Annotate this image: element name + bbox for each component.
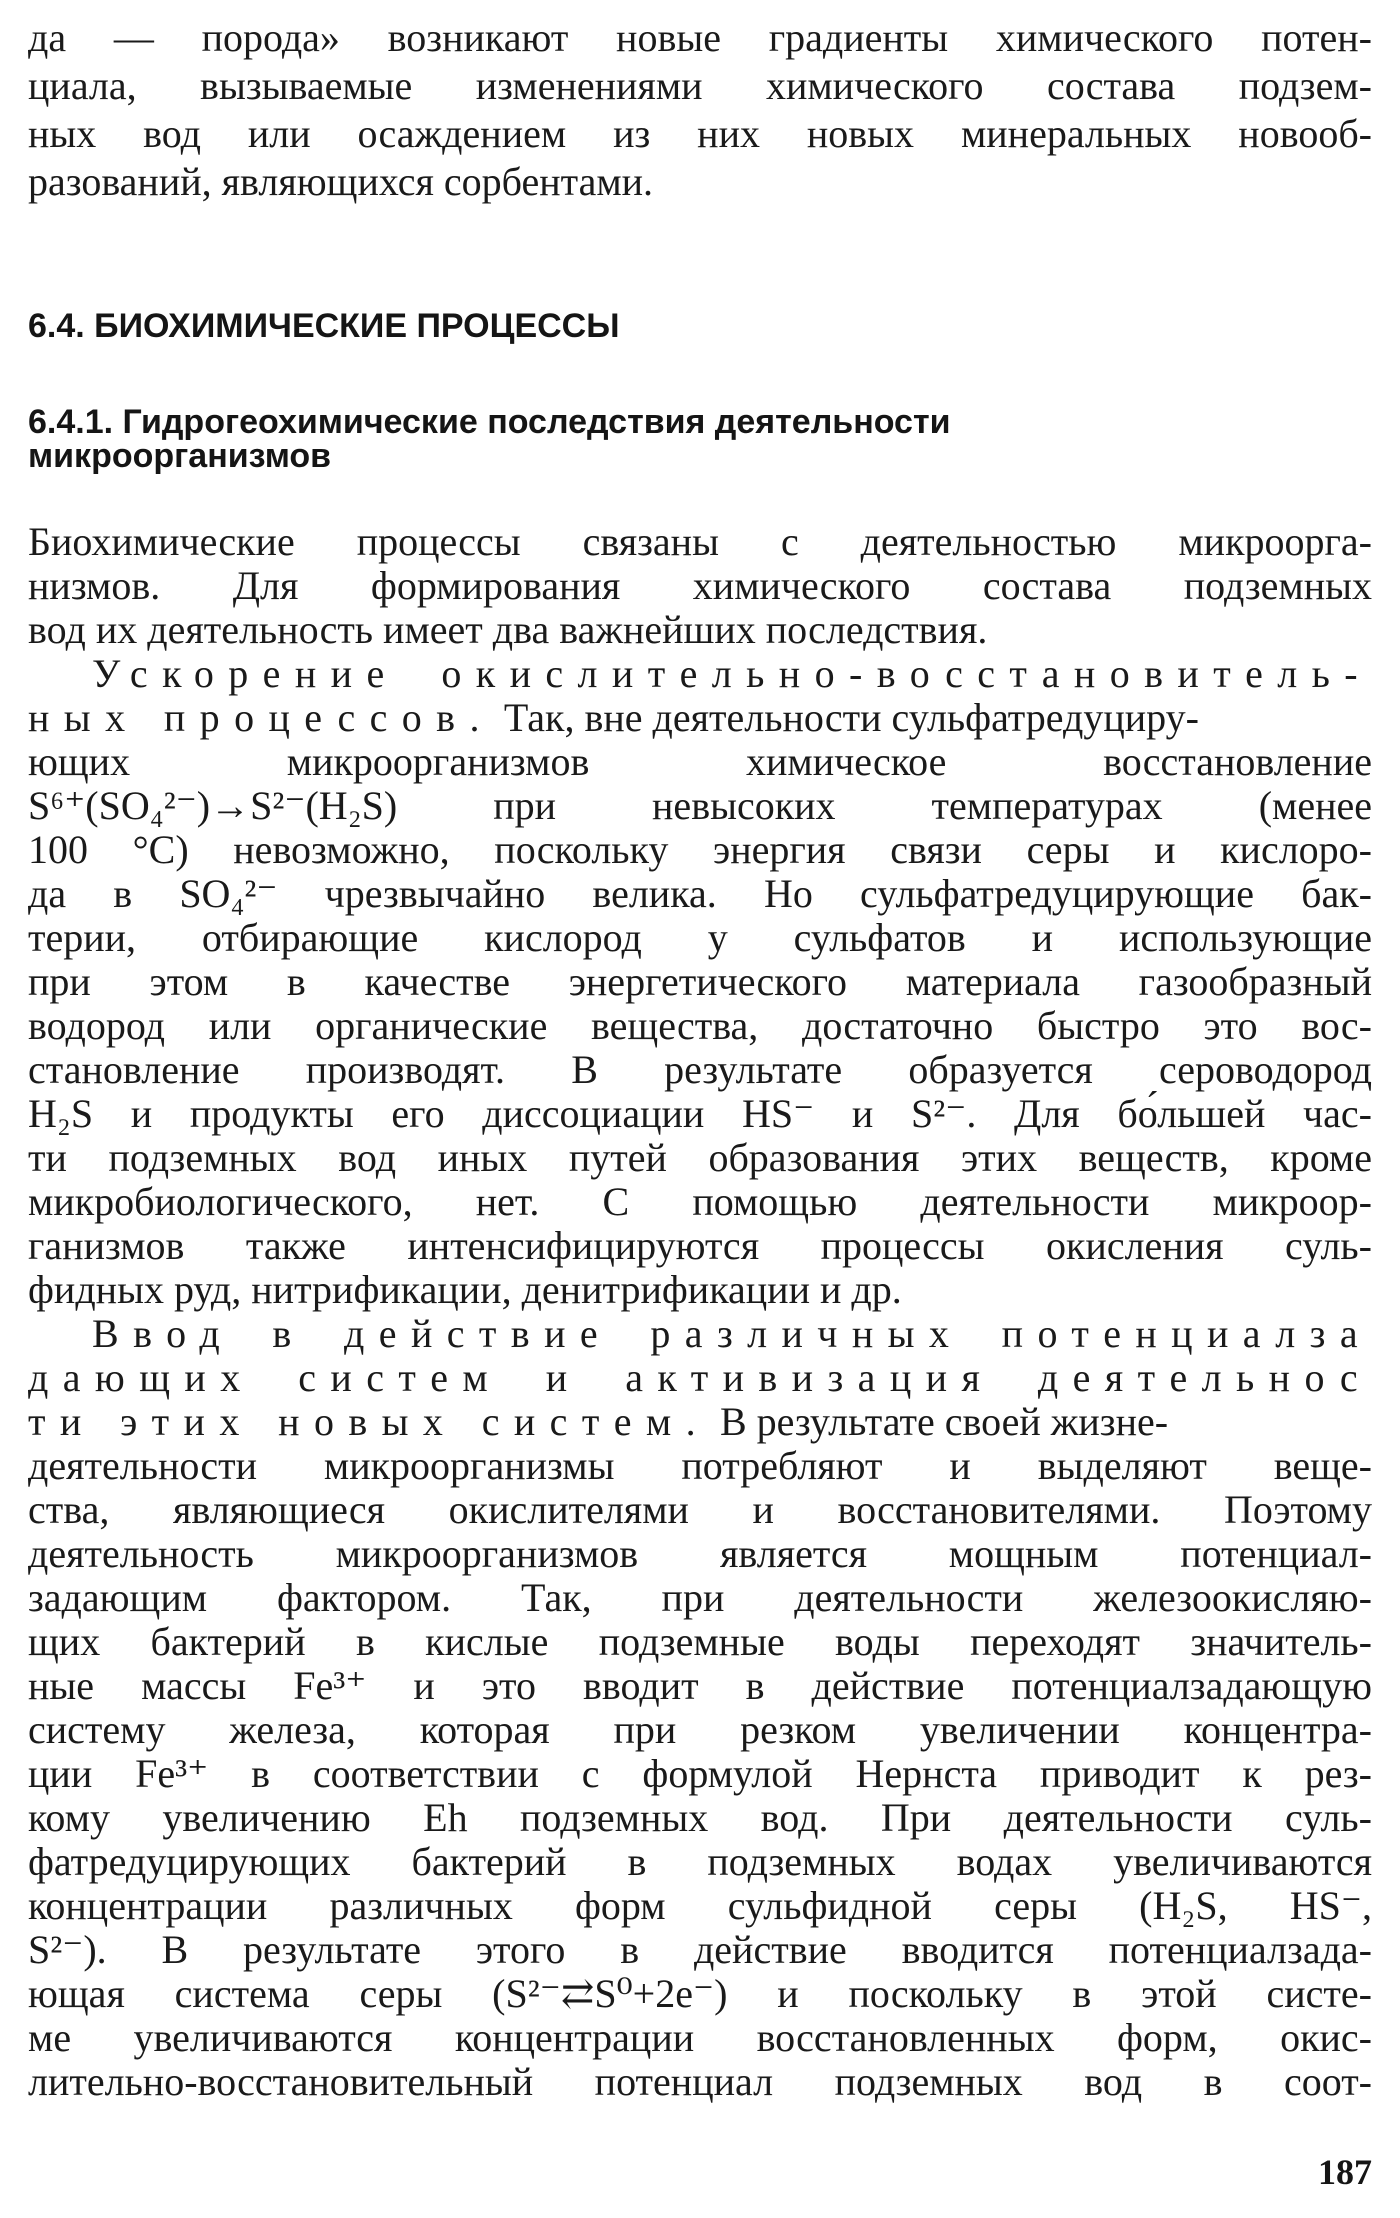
emphasis-spaced-text: Ввод в действие различных потенциалза [92, 1311, 1372, 1356]
p3-spaced-line-2 [28, 1354, 1372, 1402]
p2-line-11: H₂S и продукты его диссоциации HS⁻ и S²⁻. Для бо́льшей час- [28, 1091, 1372, 1136]
p2-line-2 [28, 694, 1372, 742]
p3-line-16: ющая система серы (S²⁻⇄S⁰+2e⁻) и поскольку в этой систе- [28, 1971, 1372, 2016]
page-number: 187 [1318, 2152, 1372, 2192]
emphasis-spaced-text: ных процессов. [28, 695, 494, 740]
p1-line-2: низмов. Для формирования химического состава подземных [28, 563, 1372, 608]
p3-line-8: щих бактерий в кислые подземные воды переходят значитель- [28, 1619, 1372, 1664]
p2-spaced-line-1 [28, 650, 1372, 698]
p3-line-18: лительно-восстановительный потенциал подземных вод в соот- [28, 2059, 1372, 2104]
p3-line-10: систему железа, которая при резком увеличении концентра- [28, 1707, 1372, 1752]
emphasis-spaced-text: дающих систем и активизация деятельнос [28, 1355, 1372, 1400]
p2-line-8: при этом в качестве энергетического материала газообразный [28, 959, 1372, 1004]
intro-line-3: ных вод или осаждением из них новых минеральных новооб- [28, 111, 1372, 156]
p3-line-9: ные массы Fe³⁺ и это вводит в действие потенциалзадающую [28, 1663, 1372, 1708]
subsection-heading-line-2: микроорганизмов [28, 437, 332, 475]
p3-line-11: ции Fe³⁺ в соответствии с формулой Нернста приводит к рез- [28, 1751, 1372, 1796]
p2-line-13: микробиологического, нет. С помощью деятельности микроор- [28, 1179, 1372, 1224]
emphasis-spaced-text: Ускорение окислительно-восстановитель- [92, 651, 1372, 696]
intro-line-4: разований, являющихся сорбентами. [28, 159, 654, 204]
p2-line-10: становление производят. В результате образуется сероводород [28, 1047, 1372, 1092]
p2-line-7: терии, отбирающие кислород у сульфатов и использующие [28, 915, 1372, 960]
p3-line-5: ства, являющиеся окислителями и восстановителями. Поэтому [28, 1487, 1372, 1532]
p3-line-14: концентрации различных форм сульфидной серы (H₂S, HS⁻, [28, 1883, 1372, 1928]
intro-line-1: да — порода» возникают новые градиенты химического потен- [28, 15, 1372, 60]
p3-line-4: деятельности микроорганизмы потребляют и выделяют веще- [28, 1443, 1372, 1488]
p2-line-3: ющих микроорганизмов химическое восстановление [28, 739, 1372, 784]
p2-after-text: Так, вне деятельности сульфатредуциру- [493, 695, 1199, 740]
p2-line-12: ти подземных вод иных путей образования этих веществ, кроме [28, 1135, 1372, 1180]
p2-line-6: да в SO₄²⁻ чрезвычайно велика. Но сульфатредуцирующие бак- [28, 871, 1372, 916]
p1-line-1: Биохимические процессы связаны с деятельностью микроорга- [28, 519, 1372, 564]
p3-line-12: кому увеличению Eh подземных вод. При деятельности суль- [28, 1795, 1372, 1840]
emphasis-spaced-text: ти этих новых систем. [28, 1399, 710, 1444]
p3-spaced-line-1 [28, 1310, 1372, 1358]
p3-line-17: ме увеличиваются концентрации восстановленных форм, окис- [28, 2015, 1372, 2060]
p1-line-3: вод их деятельность имеет два важнейших последствия. [28, 607, 988, 652]
p3-after-text: В результате своей жизне- [709, 1399, 1169, 1444]
p2-line-9: водород или органические вещества, достаточно быстро это вос- [28, 1003, 1372, 1048]
p3-line-15: S²⁻). В результате этого в действие вводится потенциалзада- [28, 1927, 1372, 1972]
p2-line-4: S⁶⁺(SO₄²⁻)→S²⁻(H₂S) при невысоких температурах (менее [28, 783, 1372, 828]
section-heading: 6.4. БИОХИМИЧЕСКИЕ ПРОЦЕССЫ [28, 307, 620, 345]
p2-line-14: ганизмов также интенсифицируются процессы окисления суль- [28, 1223, 1372, 1268]
p3-line-6: деятельность микроорганизмов является мощным потенциал- [28, 1531, 1372, 1576]
p3-line-7: задающим фактором. Так, при деятельности железоокисляю- [28, 1575, 1372, 1620]
p3-line-3 [28, 1398, 1372, 1446]
p2-line-15: фидных руд, нитрификации, денитрификации и др. [28, 1267, 902, 1312]
p2-line-5: 100 °C) невозможно, поскольку энергия связи серы и кислоро- [28, 827, 1372, 872]
subsection-heading-line-1: 6.4.1. Гидрогеохимические последствия деятельности [28, 403, 951, 441]
p3-line-13: фатредуцирующих бактерий в подземных водах увеличиваются [28, 1839, 1372, 1884]
intro-line-2: циала, вызываемые изменениями химического состава подзем- [28, 63, 1372, 108]
